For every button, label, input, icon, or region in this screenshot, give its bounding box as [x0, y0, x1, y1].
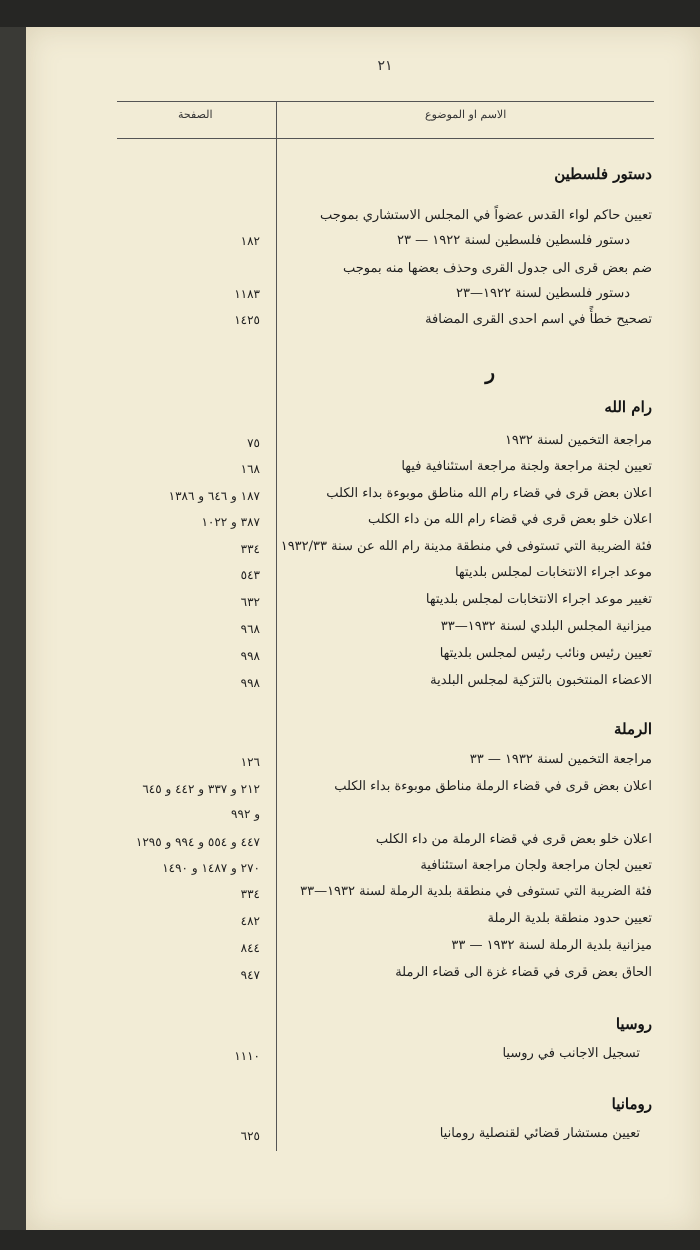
page-ref: ١٤٢٥: [234, 313, 260, 327]
header-page-label: الصفحة: [178, 108, 213, 121]
index-entry: اعلان بعض قرى في قضاء رام الله مناطق موبوءة بداء الكلب: [326, 486, 652, 501]
header-top-rule: [117, 101, 654, 102]
page-ref-continuation: و ٩٩٢: [231, 807, 260, 821]
index-entry: مراجعة التخمين لسنة ١٩٣٢ — ٣٣: [469, 752, 652, 767]
page-ref: ٥٤٣: [240, 568, 260, 582]
header-bottom-rule: [117, 138, 654, 139]
index-entry: تعيين لجنة مراجعة ولجنة مراجعة استئنافية فيها: [401, 459, 652, 474]
index-entry: اعلان خلو بعض قرى في قضاء الرملة من داء الكلب: [375, 832, 652, 847]
index-entry: ضم بعض قرى الى جدول القرى وحذف بعضها منه بموجب: [343, 261, 652, 276]
index-entry: تسجيل الاجانب في روسيا: [502, 1046, 640, 1061]
index-entry: تعيين مستشار قضائي لقنصلية رومانيا: [439, 1126, 640, 1141]
page-ref: ٢٧٠ و ١٤٨٧ و ١٤٩٠: [162, 861, 260, 875]
page-ref: ١٨٧ و ٦٤٦ و ١٣٨٦: [168, 489, 260, 503]
header-topic-label: الاسم او الموضوع: [425, 108, 507, 121]
section-title-ramla: الرملة: [613, 720, 652, 738]
index-entry: موعد اجراء الانتخابات لمجلس بلديتها: [454, 565, 652, 580]
page-ref: ٢١٢ و ٣٣٧ و ٤٤٢ و ٦٤٥: [142, 782, 260, 796]
page-ref: ٩٤٧: [240, 968, 260, 982]
index-entry: تصحيح خطأً في اسم احدى القرى المضافة: [425, 312, 652, 327]
index-entry-continuation: دستور فلسطين لسنة ١٩٢٢—٢٣: [456, 286, 630, 301]
page-ref: ٧٥: [247, 436, 260, 450]
letter-heading: ر: [485, 360, 495, 384]
section-title-ramallah: رام الله: [604, 398, 652, 416]
page-ref: ٤٨٢: [240, 914, 260, 928]
index-entry-continuation: دستور فلسطين فلسطين لسنة ١٩٢٢ — ٢٣: [397, 233, 630, 248]
scan-bottom-edge: [0, 1230, 700, 1250]
index-entry: تعيين حدود منطقة بلدية الرملة: [487, 911, 652, 926]
index-entry: فئة الضريبة التي تستوفى في منطقة بلدية الرملة لسنة ١٩٣٢—٣٣: [300, 884, 652, 899]
page-ref: ٦٣٢: [240, 595, 260, 609]
index-entry: اعلان خلو بعض قرى في قضاء رام الله من داء الكلب: [367, 512, 652, 527]
index-entry: مراجعة التخمين لسنة ١٩٣٢: [504, 433, 652, 448]
page-ref: ٩٩٨: [240, 649, 260, 663]
page-ref: ٤٤٧ و ٥٥٤ و ٩٩٤ و ١٢٩٥: [135, 835, 260, 849]
page-ref: ١٦٨: [240, 462, 260, 476]
page-ref: ١١١٠: [234, 1049, 260, 1063]
page-ref: ١٢٦: [240, 755, 260, 769]
page-ref: ٣٣٤: [240, 542, 260, 556]
index-entry: تعيين لجان مراجعة ولجان مراجعة استئنافية: [420, 858, 652, 873]
section-title-russia: روسيا: [615, 1015, 652, 1033]
page-number: ٢١: [377, 58, 393, 74]
page-ref: ٣٨٧ و ١٠٢٢: [201, 515, 260, 529]
index-entry: تغيير موعد اجراء الانتخابات لمجلس بلديتها: [425, 592, 652, 607]
index-entry: الحاق بعض قرى في قضاء غزة الى قضاء الرملة: [395, 965, 652, 980]
page-ref: ١١٨٣: [234, 287, 260, 301]
index-entry: تعيين رئيس ونائب رئيس لمجلس بلديتها: [439, 646, 652, 661]
index-entry: ميزانية المجلس البلدي لسنة ١٩٣٢—٣٣: [440, 619, 652, 634]
column-divider: [276, 101, 277, 1151]
scan-top-edge: [0, 0, 700, 27]
section-title-romania: رومانيا: [611, 1095, 652, 1113]
page-ref: ٩٩٨: [240, 676, 260, 690]
index-entry: اعلان بعض قرى في قضاء الرملة مناطق موبوءة بداء الكلب: [334, 779, 652, 794]
index-entry: الاعضاء المنتخبون بالتزكية لمجلس البلدية: [430, 673, 652, 688]
page-ref: ٨٤٤: [240, 941, 260, 955]
section-title-dastur: دستور فلسطين: [554, 165, 652, 183]
index-entry: تعيين حاكم لواء القدس عضواً في المجلس الاستشاري بموجب: [319, 208, 652, 223]
page-ref: ٩٦٨: [240, 622, 260, 636]
page-ref: ١٨٢: [240, 234, 260, 248]
page-ref: ٣٣٤: [240, 887, 260, 901]
index-entry: ميزانية بلدية الرملة لسنة ١٩٣٢ — ٣٣: [451, 938, 652, 953]
index-entry: فئة الضريبة التي تستوفى في منطقة مدينة رام الله عن سنة ١٩٣٢/٣٣: [280, 539, 652, 554]
page-ref: ٦٢٥: [240, 1129, 260, 1143]
